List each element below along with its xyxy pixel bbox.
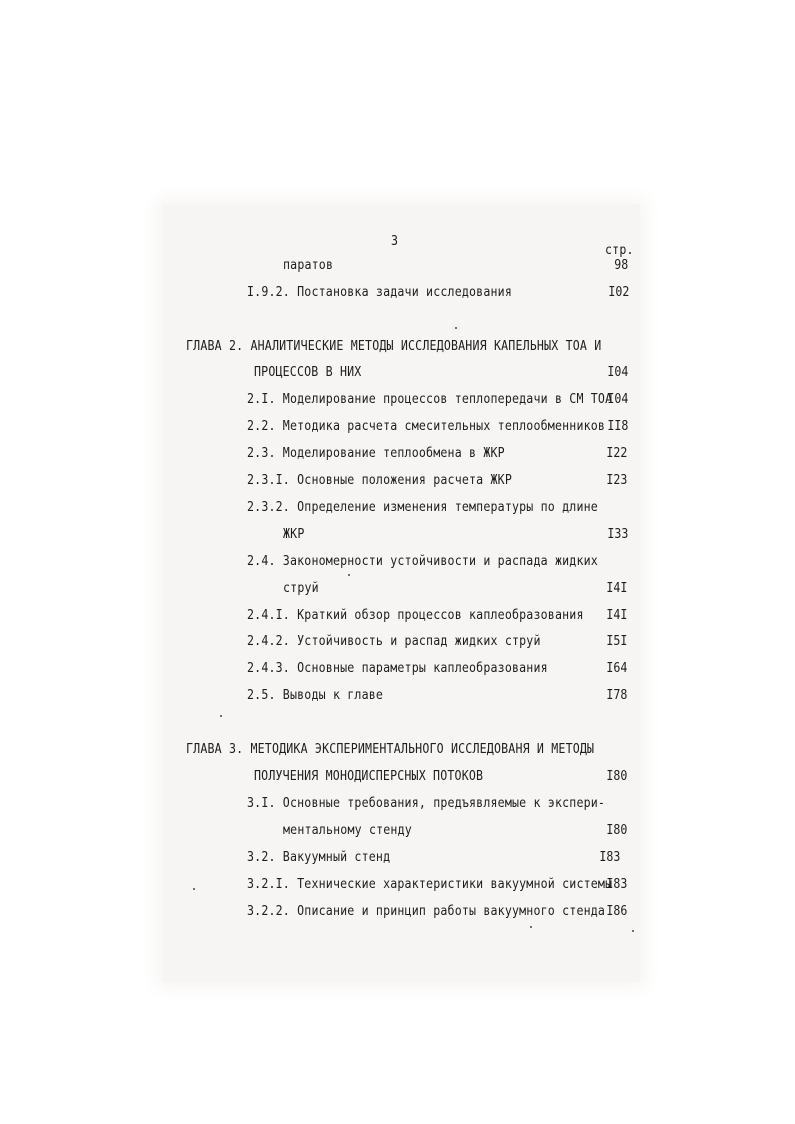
toc-entry-text: 2.3.2. Определение изменения температуры по длине bbox=[247, 499, 598, 515]
scan-speck bbox=[455, 327, 457, 329]
toc-entry-text: 3.2. Вакуумный стенд bbox=[247, 849, 391, 865]
page-column-label: стр. bbox=[605, 242, 634, 258]
toc-entry-page: I33 bbox=[607, 526, 628, 542]
toc-entry-text: 2.3.I. Основные положения расчета ЖКР bbox=[247, 472, 512, 488]
chapter-heading: ГЛАВА 2. АНАЛИТИЧЕСКИЕ МЕТОДЫ ИССЛЕДОВАНИЯ КАПЕЛЬНЫХ ТОА И bbox=[186, 338, 602, 354]
page-number: 3 bbox=[391, 233, 399, 249]
toc-entry-page: I64 bbox=[606, 660, 627, 676]
toc-entry-text: 2.3. Моделирование теплообмена в ЖКР bbox=[247, 445, 505, 461]
toc-entry-page: I22 bbox=[606, 445, 627, 461]
chapter-heading-continuation: ПРОЦЕССОВ В НИХ bbox=[254, 364, 362, 380]
toc-entry-page: I5I bbox=[606, 633, 627, 649]
toc-entry-page: I83 bbox=[606, 876, 627, 892]
toc-entry-continuation: ментальному стенду bbox=[283, 822, 412, 838]
scanned-sheet bbox=[162, 204, 640, 982]
scan-speck bbox=[530, 926, 532, 928]
toc-entry-text: 2.4.3. Основные параметры каплеобразования bbox=[247, 660, 548, 676]
toc-entry-page: I04 bbox=[607, 364, 628, 380]
toc-entry-text: I.9.2. Постановка задачи исследования bbox=[247, 284, 512, 300]
toc-entry-text: 2.4. Закономерности устойчивости и распада жидких bbox=[247, 553, 598, 569]
toc-entry-page: I80 bbox=[606, 822, 627, 838]
toc-entry-continuation: ЖКР bbox=[283, 526, 305, 542]
toc-entry-page: I04 bbox=[607, 391, 628, 407]
scan-speck bbox=[220, 715, 222, 717]
toc-entry-page: II8 bbox=[607, 418, 628, 434]
toc-entry-text: 2.4.2. Устойчивость и распад жидких струй bbox=[247, 633, 541, 649]
toc-entry-page: I86 bbox=[606, 903, 627, 919]
toc-entry-page: I80 bbox=[606, 768, 627, 784]
toc-entry-page: I4I bbox=[606, 607, 627, 623]
toc-entry-page: I02 bbox=[608, 284, 629, 300]
toc-entry-text: 2.4.I. Краткий обзор процессов каплеобразования bbox=[247, 607, 584, 623]
chapter-heading: ГЛАВА 3. МЕТОДИКА ЭКСПЕРИМЕНТАЛЬНОГО ИССЛЕДОВАНЯ И МЕТОДЫ bbox=[186, 741, 595, 757]
toc-entry-text: 3.I. Основные требования, предъявляемые к экспери- bbox=[247, 795, 606, 811]
scan-speck bbox=[193, 888, 195, 890]
toc-entry-continuation: струй bbox=[283, 580, 319, 596]
toc-entry-page: 98 bbox=[614, 257, 628, 273]
toc-entry-text: 2.5. Выводы к главе bbox=[247, 687, 384, 703]
chapter-heading-continuation: ПОЛУЧЕНИЯ МОНОДИСПЕРСНЫХ ПОТОКОВ bbox=[254, 768, 484, 784]
toc-entry-page: I4I bbox=[606, 580, 627, 596]
toc-entry-page: I23 bbox=[606, 472, 627, 488]
toc-entry-text: 3.2.I. Технические характеристики вакуумной системы bbox=[247, 876, 613, 892]
toc-entry-page: I78 bbox=[606, 687, 627, 703]
toc-entry-text: 3.2.2. Описание и принцип работы вакуумного стенда bbox=[247, 903, 606, 919]
toc-entry-text: паратов bbox=[283, 257, 334, 273]
toc-entry-page: I83 bbox=[599, 849, 620, 865]
scan-speck bbox=[348, 574, 350, 576]
toc-entry-text: 2.2. Методика расчета смесительных теплообменников bbox=[247, 418, 606, 434]
toc-entry-text: 2.I. Моделирование процессов теплопередачи в СМ ТОА bbox=[247, 391, 613, 407]
scan-speck bbox=[632, 930, 634, 932]
